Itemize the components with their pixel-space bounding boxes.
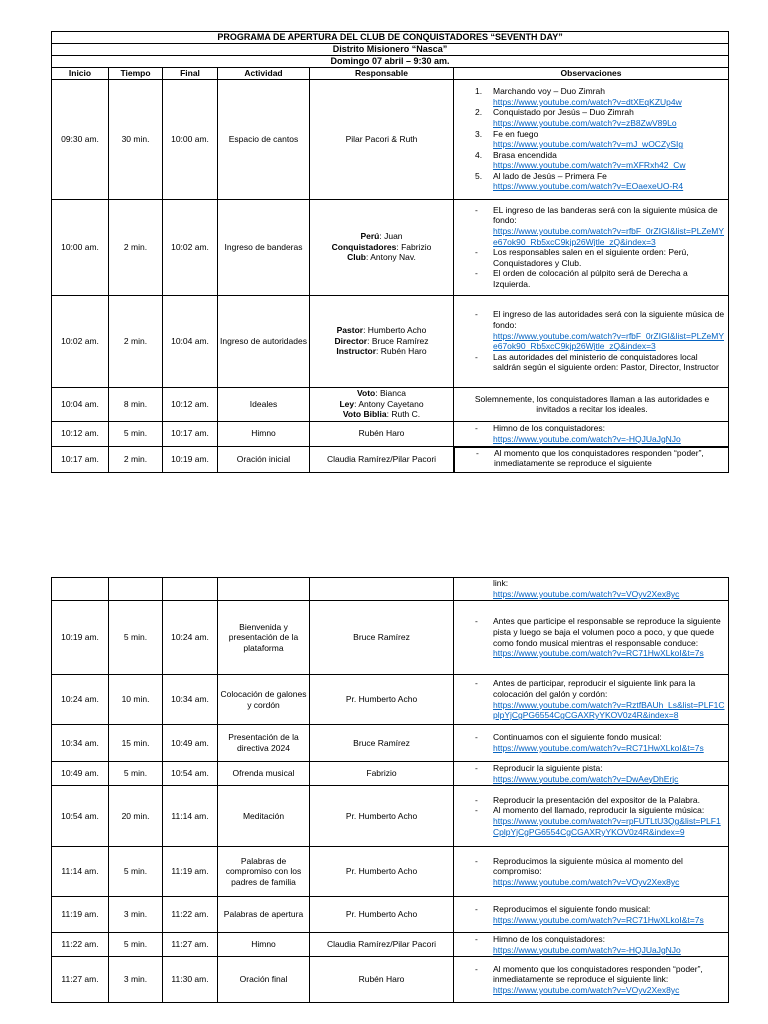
cell-final: 11:22 am. [163, 897, 218, 933]
cell-final: 10:54 am. [163, 762, 218, 786]
cell-actividad: Ofrenda musical [218, 762, 310, 786]
observation-list [458, 616, 726, 658]
cell-actividad: Palabras de apertura [218, 897, 310, 933]
table-row [52, 786, 729, 847]
observation-list [458, 732, 726, 753]
responsable-role: Perú [360, 231, 380, 242]
observation-item [458, 678, 726, 720]
cell-responsable: Bruce Ramírez [310, 725, 454, 762]
youtube-link[interactable]: https://www.youtube.com/watch?v=-HQJUaJgNJo [493, 433, 681, 444]
observation-item [458, 763, 726, 784]
cell-tiempo: 5 min. [109, 847, 163, 897]
cell-final: 10:34 am. [163, 675, 218, 725]
responsable-line [312, 242, 451, 253]
schedule-table-page-1 [51, 31, 729, 473]
responsable-line [312, 388, 451, 399]
responsable-role: Voto Biblia [342, 409, 387, 420]
observation-text: Reproducir la presentación del expositor de la Palabra. [493, 794, 700, 805]
observation-item [458, 309, 726, 351]
table-row [52, 79, 729, 199]
list-marker: - [475, 963, 478, 974]
cell-responsable: Fabrizio [310, 762, 454, 786]
cell-actividad: Meditación [218, 786, 310, 847]
responsable-role: Conquistadores [331, 241, 397, 252]
table-row [52, 762, 729, 786]
cell-inicio: 11:27 am. [52, 957, 109, 1003]
list-marker: - [475, 732, 478, 743]
observation-item [458, 423, 726, 444]
col-header-tiempo: Tiempo [109, 68, 163, 80]
observation-text: EL ingreso de las banderas será con la siguiente música de fondo: [493, 204, 718, 226]
cell-actividad: Oración final [218, 957, 310, 1003]
cell-tiempo: 5 min. [109, 601, 163, 675]
cell-inicio: 10:04 am. [52, 387, 109, 421]
cell-observaciones [454, 447, 729, 473]
table-row [52, 897, 729, 933]
responsable-name: : Ruth C. [386, 409, 421, 420]
observation-list [458, 86, 726, 192]
observation-text: Los responsables salen en el siguiente orden: Perú, Conquistadores y Club. [493, 247, 689, 268]
schedule-table-page-2 [51, 577, 729, 1003]
observation-list [458, 904, 726, 925]
cell-observaciones [454, 897, 729, 933]
cell-final: 10:04 am. [163, 295, 218, 387]
cell-final: 10:49 am. [163, 725, 218, 762]
cell-observaciones [454, 725, 729, 762]
observation-list [458, 309, 726, 373]
cell-responsable: Rubén Haro [310, 957, 454, 1003]
observation-text: Al momento que los conquistadores responden “poder”, inmediatamente se reproduce el siguiente link: [493, 963, 703, 985]
table-row [52, 933, 729, 957]
observation-item [458, 856, 726, 888]
cell-tiempo: 3 min. [109, 897, 163, 933]
responsable-line [312, 399, 451, 410]
cell-final: 10:17 am. [163, 421, 218, 446]
observation-item [458, 805, 726, 837]
observation-text: Marchando voy – Duo Zimrah [493, 86, 605, 97]
cell-inicio: 10:19 am. [52, 601, 109, 675]
cell-inicio: 11:22 am. [52, 933, 109, 957]
youtube-link[interactable]: https://www.youtube.com/watch?v=RC71HwXLkoI&t=7s [493, 914, 704, 925]
observation-list [458, 423, 726, 444]
col-header-final: Final [163, 68, 218, 80]
cell-inicio: 10:34 am. [52, 725, 109, 762]
cell-tiempo: 20 min. [109, 786, 163, 847]
col-header-inicio: Inicio [52, 68, 109, 80]
responsable-role: Ley [339, 398, 355, 409]
cell-actividad: Ingreso de banderas [218, 199, 310, 295]
list-marker: 5. [475, 170, 483, 181]
observation-item [459, 448, 726, 469]
responsable-role: Voto [357, 388, 376, 399]
observation-list [458, 763, 726, 784]
list-marker: - [475, 423, 478, 433]
list-marker: - [475, 762, 478, 773]
table-row [52, 446, 729, 473]
col-header-actividad: Actividad [218, 68, 310, 80]
observation-item [458, 171, 726, 192]
cell-inicio: 09:30 am. [52, 79, 109, 199]
cell-final: 11:19 am. [163, 847, 218, 897]
youtube-link[interactable]: https://www.youtube.com/watch?v=RC71HwXLkoI&t=7s [493, 743, 704, 753]
cell-inicio: 10:24 am. [52, 675, 109, 725]
cell-observaciones [454, 675, 729, 725]
observation-text: El orden de colocación al púlpito será de Derecha a Izquierda. [493, 268, 688, 289]
cell-observaciones [454, 421, 729, 446]
cell-responsable [310, 578, 454, 601]
cell-final: 11:30 am. [163, 957, 218, 1003]
cell-observaciones [454, 933, 729, 957]
table-row [52, 675, 729, 725]
list-marker: - [475, 309, 478, 320]
cell-responsable [310, 199, 454, 295]
cell-actividad: Ingreso de autoridades [218, 295, 310, 387]
responsable-line [312, 409, 451, 420]
observation-list [458, 795, 726, 837]
program-title: PROGRAMA DE APERTURA DEL CLUB DE CONQUISTADORES “SEVENTH DAY” [52, 32, 729, 44]
youtube-link[interactable]: https://www.youtube.com/watch?v=dtXEqKZUp4w [493, 96, 682, 107]
cell-actividad: Himno [218, 933, 310, 957]
youtube-link[interactable]: https://www.youtube.com/watch?v=rfbF_0rZIGI&list=PLZeMYe67ok90_Rb5xcC9kjp26Wjtle_zQ&index=3 [493, 330, 725, 352]
responsable-name: : Juan [379, 231, 403, 242]
responsable-line [312, 252, 451, 263]
youtube-link[interactable]: https://www.youtube.com/watch?v=DwAeyDhErjc [493, 773, 679, 784]
responsable-line [312, 346, 451, 357]
observation-text: link: [493, 578, 509, 589]
cell-responsable: Claudia Ramírez/Pilar Pacori [310, 933, 454, 957]
observation-list [458, 964, 726, 996]
observation-list [458, 934, 726, 955]
cell-observaciones [454, 847, 729, 897]
cell-actividad: Bienvenida y presentación de la plataforma [218, 601, 310, 675]
observation-text: Reproducir la siguiente pista: [493, 762, 603, 773]
observation-item [458, 352, 726, 373]
observation-item [458, 107, 726, 128]
cell-responsable [310, 295, 454, 387]
cell-observaciones: Solemnemente, los conquistadores llaman a las autoridades e invitados a recitar los ideales. [454, 387, 729, 421]
cell-tiempo: 8 min. [109, 387, 163, 421]
responsable-name: : Bianca [375, 388, 406, 399]
cell-actividad: Himno [218, 421, 310, 446]
list-marker: 2. [475, 107, 483, 118]
cell-actividad [218, 578, 310, 601]
cell-tiempo: 15 min. [109, 725, 163, 762]
youtube-link[interactable]: https://www.youtube.com/watch?v=EOaexeUO-R4 [493, 181, 684, 192]
table-row [52, 847, 729, 897]
observation-item [458, 205, 726, 247]
cell-actividad: Presentación de la directiva 2024 [218, 725, 310, 762]
observation-text: Continuamos con el siguiente fondo musical: [493, 732, 662, 743]
list-marker: - [475, 268, 478, 279]
observation-text: Brasa encendida [493, 149, 557, 160]
cell-actividad: Ideales [218, 387, 310, 421]
observation-text: Himno de los conquistadores: [493, 423, 605, 433]
cell-final: 10:24 am. [163, 601, 218, 675]
cell-responsable: Claudia Ramírez/Pilar Pacori [310, 446, 454, 473]
observation-list [458, 205, 726, 290]
cell-inicio [52, 578, 109, 601]
cell-final [163, 578, 218, 601]
observation-item [458, 247, 726, 268]
cell-actividad: Oración inicial [218, 446, 310, 473]
youtube-link[interactable]: https://www.youtube.com/watch?v=VOyv2Xex8yc [493, 984, 680, 995]
cell-final: 11:27 am. [163, 933, 218, 957]
cell-observaciones [454, 762, 729, 786]
responsable-name: : Antony Nav. [365, 252, 416, 263]
cell-responsable: Pr. Humberto Acho [310, 897, 454, 933]
cell-responsable: Pilar Pacori & Ruth [310, 79, 454, 199]
list-marker: - [475, 903, 478, 914]
column-header-row [52, 68, 729, 80]
youtube-link[interactable]: https://www.youtube.com/watch?v=rfbF_0rZIGI&list=PLZeMYe67ok90_Rb5xcC9kjp26Wjtle_zQ&index=3 [493, 225, 725, 247]
observation-item [458, 616, 726, 658]
cell-inicio: 10:02 am. [52, 295, 109, 387]
cell-observaciones [454, 295, 729, 387]
cell-responsable: Pr. Humberto Acho [310, 675, 454, 725]
cell-observaciones [454, 199, 729, 295]
cell-tiempo [109, 578, 163, 601]
responsable-role: Instructor [336, 346, 377, 357]
observation-item [458, 732, 726, 753]
observation-text: Al lado de Jesús – Primera Fe [493, 170, 607, 181]
observation-list [458, 678, 726, 720]
cell-tiempo: 5 min. [109, 421, 163, 446]
cell-responsable [310, 387, 454, 421]
cell-inicio: 10:00 am. [52, 199, 109, 295]
list-marker: 1. [475, 86, 483, 97]
responsable-role: Pastor [336, 325, 364, 336]
responsable-name: : Rubén Haro [376, 346, 427, 357]
table-row [52, 295, 729, 387]
observation-text: Antes de participar, reproducir el siguiente link para la colocación del galón y cordón: [493, 678, 696, 699]
observation-list [458, 856, 726, 888]
cell-observaciones [454, 578, 729, 601]
responsable-name: : Fabrizio [396, 241, 432, 252]
cell-responsable: Pr. Humberto Acho [310, 847, 454, 897]
observation-text: Himno de los conquistadores: [493, 933, 605, 944]
youtube-link[interactable]: https://www.youtube.com/watch?v=mXFRxh42_Cw [493, 160, 686, 171]
list-marker: 4. [475, 149, 483, 160]
responsable-line [312, 336, 451, 347]
observation-text: El ingreso de las autoridades será con la siguiente música de fondo: [493, 309, 725, 330]
observation-list [459, 448, 726, 469]
cell-final: 10:12 am. [163, 387, 218, 421]
cell-tiempo: 30 min. [109, 79, 163, 199]
observation-text: Las autoridades del ministerio de conquistadores local saldrán según el siguiente orden: Pastor, Director, Instructor [493, 351, 719, 373]
observation-continuation [458, 578, 726, 599]
col-header-responsable: Responsable [310, 68, 454, 80]
observation-text: Al momento del llamado, reproducir la siguiente música: [493, 805, 705, 816]
table-row [52, 199, 729, 295]
cell-final: 10:00 am. [163, 79, 218, 199]
responsable-role: Club [347, 252, 366, 263]
list-marker: - [475, 247, 478, 258]
cell-inicio: 10:12 am. [52, 421, 109, 446]
observation-item [458, 934, 726, 955]
list-marker: - [475, 805, 478, 816]
observation-text: Al momento que los conquistadores responden “poder”, inmediatamente se reproduce el siguiente [494, 447, 704, 469]
observation-text: Reproducimos el siguiente fondo musical: [493, 903, 651, 914]
cell-observaciones [454, 786, 729, 847]
table-row [52, 421, 729, 446]
list-marker: - [475, 933, 478, 944]
youtube-link[interactable]: https://www.youtube.com/watch?v=rpFUTLtU3Qg&list=PLF1CplpYjCgPG6554CgCGAXRyYKOV0z4R&index=9 [493, 816, 721, 837]
cell-tiempo: 3 min. [109, 957, 163, 1003]
youtube-link[interactable]: https://www.youtube.com/watch?v=RztfBAUh_Ls&list=PLF1CplpYjCgPG6554CgCGAXRyYKOV0z4R&index=8 [493, 699, 725, 721]
youtube-link[interactable]: https://www.youtube.com/watch?v=RC71HwXLkoI&t=7s [493, 648, 704, 659]
list-marker: - [475, 204, 478, 215]
col-header-observaciones: Observaciones [454, 68, 729, 80]
cell-actividad: Palabras de compromiso con los padres de familia [218, 847, 310, 897]
responsable-name: : Antony Cayetano [354, 398, 424, 409]
observation-text: Antes que participe el responsable se reproduce la siguiente pista y luego se baja el volumen poco a poco, y que quede como fondo musical mientras el responsable conduce: [493, 616, 721, 648]
observation-text: Reproducimos la siguiente música al momento del compromiso: [493, 855, 683, 877]
list-marker: - [476, 447, 479, 458]
cell-tiempo: 10 min. [109, 675, 163, 725]
youtube-link[interactable]: https://www.youtube.com/watch?v=-HQJUaJgNJo [493, 944, 681, 955]
district-name: Distrito Misionero “Nasca” [52, 44, 729, 56]
observation-item [458, 129, 726, 150]
table-row [52, 957, 729, 1003]
cell-inicio: 11:14 am. [52, 847, 109, 897]
cell-tiempo: 2 min. [109, 295, 163, 387]
cell-tiempo: 2 min. [109, 446, 163, 473]
cell-final: 10:19 am. [163, 446, 218, 473]
observation-text: Fe en fuego [493, 128, 539, 139]
cell-responsable: Rubén Haro [310, 421, 454, 446]
youtube-link[interactable]: https://www.youtube.com/watch?v=VOyv2Xex8yc [493, 876, 680, 887]
responsable-role: Director [334, 335, 368, 346]
list-marker: 3. [475, 128, 483, 139]
youtube-link[interactable]: https://www.youtube.com/watch?v=zB8ZwV89Lo [493, 117, 677, 128]
cell-actividad: Espacio de cantos [218, 79, 310, 199]
cell-responsable: Bruce Ramírez [310, 601, 454, 675]
cell-tiempo: 2 min. [109, 199, 163, 295]
cell-actividad: Colocación de galones y cordón [218, 675, 310, 725]
observation-item [458, 964, 726, 996]
table-row [52, 578, 729, 601]
cell-observaciones [454, 957, 729, 1003]
responsable-name: : Humberto Acho [363, 325, 427, 336]
table-row [52, 387, 729, 421]
cell-inicio: 10:49 am. [52, 762, 109, 786]
youtube-link[interactable]: https://www.youtube.com/watch?v=mJ_wOCZySIg [493, 139, 684, 150]
cell-inicio: 10:17 am. [52, 446, 109, 473]
observation-item [458, 86, 726, 107]
observation-item [458, 268, 726, 289]
youtube-link[interactable]: https://www.youtube.com/watch?v=VOyv2Xex8yc [493, 589, 680, 599]
table-row [52, 601, 729, 675]
cell-observaciones [454, 601, 729, 675]
observation-item [458, 795, 726, 806]
observation-item [458, 904, 726, 925]
list-marker: - [475, 678, 478, 689]
list-marker: - [475, 794, 478, 805]
responsable-line [312, 325, 451, 336]
responsable-name: : Bruce Ramírez [367, 335, 429, 346]
cell-responsable: Pr. Humberto Acho [310, 786, 454, 847]
list-marker: - [475, 855, 478, 866]
cell-inicio: 10:54 am. [52, 786, 109, 847]
responsable-line [312, 231, 451, 242]
program-date: Domingo 07 abril – 9:30 am. [52, 56, 729, 68]
cell-tiempo: 5 min. [109, 933, 163, 957]
observation-text: Conquistado por Jesús – Duo Zimrah [493, 107, 634, 118]
observation-item [458, 150, 726, 171]
cell-inicio: 11:19 am. [52, 897, 109, 933]
table-row [52, 725, 729, 762]
cell-final: 11:14 am. [163, 786, 218, 847]
cell-final: 10:02 am. [163, 199, 218, 295]
cell-observaciones [454, 79, 729, 199]
list-marker: - [475, 616, 478, 627]
cell-tiempo: 5 min. [109, 762, 163, 786]
list-marker: - [475, 351, 478, 362]
